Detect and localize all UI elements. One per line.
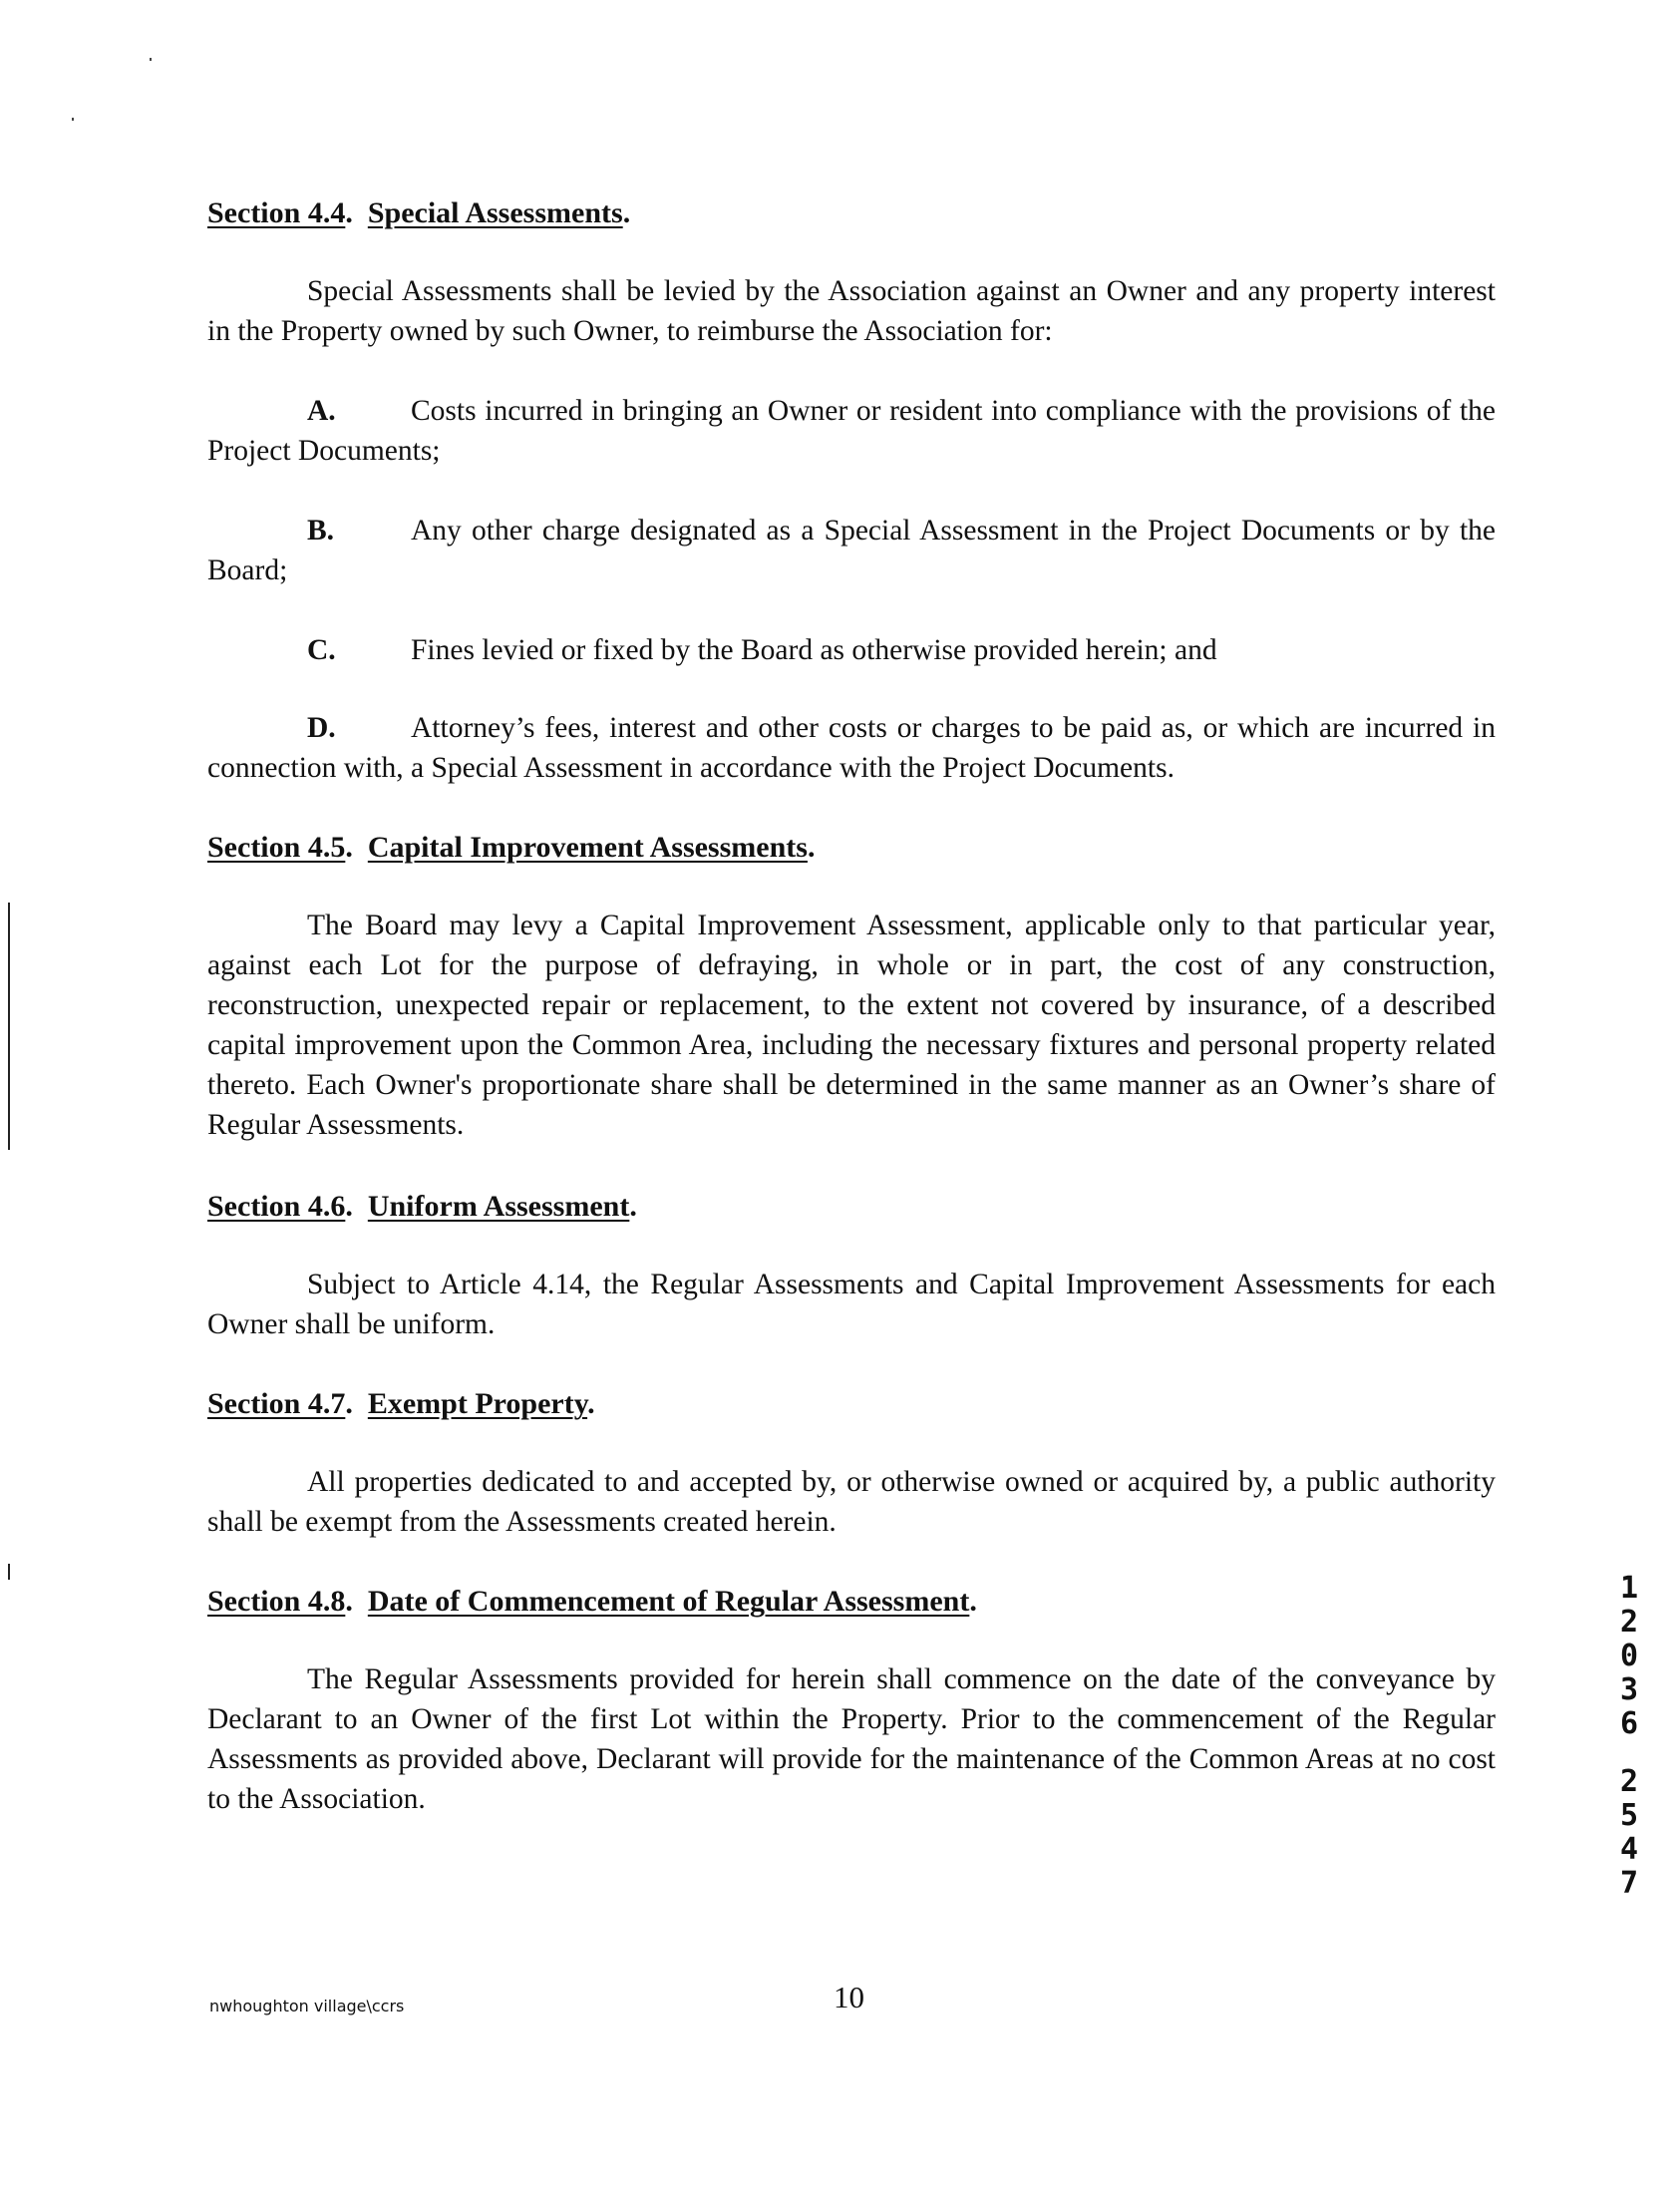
section-number: Section 4.6 [207, 1190, 346, 1223]
section-4-8-body [207, 1659, 1496, 1819]
section-4-7-body [207, 1462, 1496, 1542]
margin-change-bar [8, 1564, 10, 1580]
paragraph-text: Subject to Article 4.14, the Regular Assessments and Capital Improvement Assessments for each Owner shall be uniform. [207, 1269, 1496, 1340]
section-title: Uniform Assessment [367, 1190, 630, 1223]
list-item-c [207, 630, 1496, 670]
section-title: Capital Improvement Assessments [367, 831, 808, 864]
list-item-d [207, 708, 1496, 788]
stamp-digit: 3 [1619, 1672, 1639, 1707]
list-item-text: Costs incurred in bringing an Owner or resident into compliance with the provisions of the Project Documents; [207, 395, 1496, 467]
section-title: Exempt Property [367, 1387, 588, 1420]
section-4-4-intro [207, 271, 1496, 351]
stamp-digit: 6 [1619, 1706, 1639, 1741]
list-item-text: Any other charge designated as a Special Assessment in the Project Documents or by the Board; [207, 515, 1496, 586]
section-4-4-heading: Section 4.4. Special Assessments. [207, 196, 631, 229]
margin-change-bar [8, 903, 10, 1150]
stamp-digit: 7 [1619, 1866, 1639, 1901]
list-item-b [207, 511, 1496, 590]
section-number: Section 4.8 [207, 1585, 346, 1618]
list-item-text: Attorney’s fees, interest and other costs or charges to be paid as, or which are incurred in connection with, a Special Assessment in accordance with the Project Documents. [207, 712, 1496, 784]
list-item-letter: B. [307, 515, 335, 547]
list-item-a [207, 391, 1496, 471]
paragraph-text: The Regular Assessments provided for herein shall commence on the date of the conveyance by Declarant to an Owner of the first Lot within the Property. Prior to the commencement of the Regular Assessments as provided above, Declarant will provide for the maintenance of the Common Areas at no cost to the Association. [207, 1663, 1496, 1815]
section-number: Section 4.4 [207, 196, 346, 229]
recording-stamp-top [1609, 1572, 1649, 1741]
recording-stamp-bottom [1609, 1765, 1649, 1901]
stamp-digit: 5 [1619, 1798, 1639, 1833]
list-item-text: Fines levied or fixed by the Board as otherwise provided herein; and [411, 634, 1217, 666]
stamp-digit: 2 [1619, 1605, 1639, 1640]
section-4-5-body [207, 906, 1496, 1145]
section-4-6-heading: Section 4.6. Uniform Assessment. [207, 1190, 637, 1223]
section-4-6-body [207, 1265, 1496, 1344]
section-4-7-heading: Section 4.7. Exempt Property. [207, 1387, 595, 1420]
section-number: Section 4.7 [207, 1387, 346, 1420]
stamp-digit: 4 [1619, 1832, 1639, 1867]
section-4-8-heading: Section 4.8. Date of Commencement of Regular Assessment. [207, 1585, 977, 1618]
scan-speck [150, 58, 152, 61]
paragraph-text: All properties dedicated to and accepted by, or otherwise owned or acquired by, a public authority shall be exempt from the Assessments created herein. [207, 1466, 1496, 1538]
paragraph-text: The Board may levy a Capital Improvement Assessment, applicable only to that particular year, against each Lot for the purpose of defraying, in whole or in part, the cost of any construction, reconstruction, unexpected repair or replacement, to the extent not covered by insurance, of a described capital improvement upon the Common Area, including the necessary fixtures and personal property related thereto. Each Owner's proportionate share shall be determined in the same manner as an Owner’s share of Regular Assessments. [207, 910, 1496, 1141]
section-4-5-heading: Section 4.5. Capital Improvement Assessments. [207, 831, 816, 864]
section-title: Date of Commencement of Regular Assessment [367, 1585, 970, 1618]
scan-speck [72, 118, 74, 121]
list-item-letter: D. [307, 712, 336, 744]
section-title: Special Assessments [367, 196, 623, 229]
stamp-digit: 2 [1619, 1764, 1639, 1799]
footer-file-path: nwhoughton village\ccrs [209, 1997, 405, 2015]
list-item-letter: A. [307, 395, 336, 427]
section-number: Section 4.5 [207, 831, 346, 864]
stamp-digit: 0 [1619, 1639, 1639, 1673]
page-number: 10 [834, 1980, 864, 2014]
stamp-digit: 1 [1619, 1571, 1639, 1606]
paragraph-text: Special Assessments shall be levied by the Association against an Owner and any property interest in the Property owned by such Owner, to reimburse the Association for: [207, 275, 1496, 347]
list-item-letter: C. [307, 634, 336, 666]
